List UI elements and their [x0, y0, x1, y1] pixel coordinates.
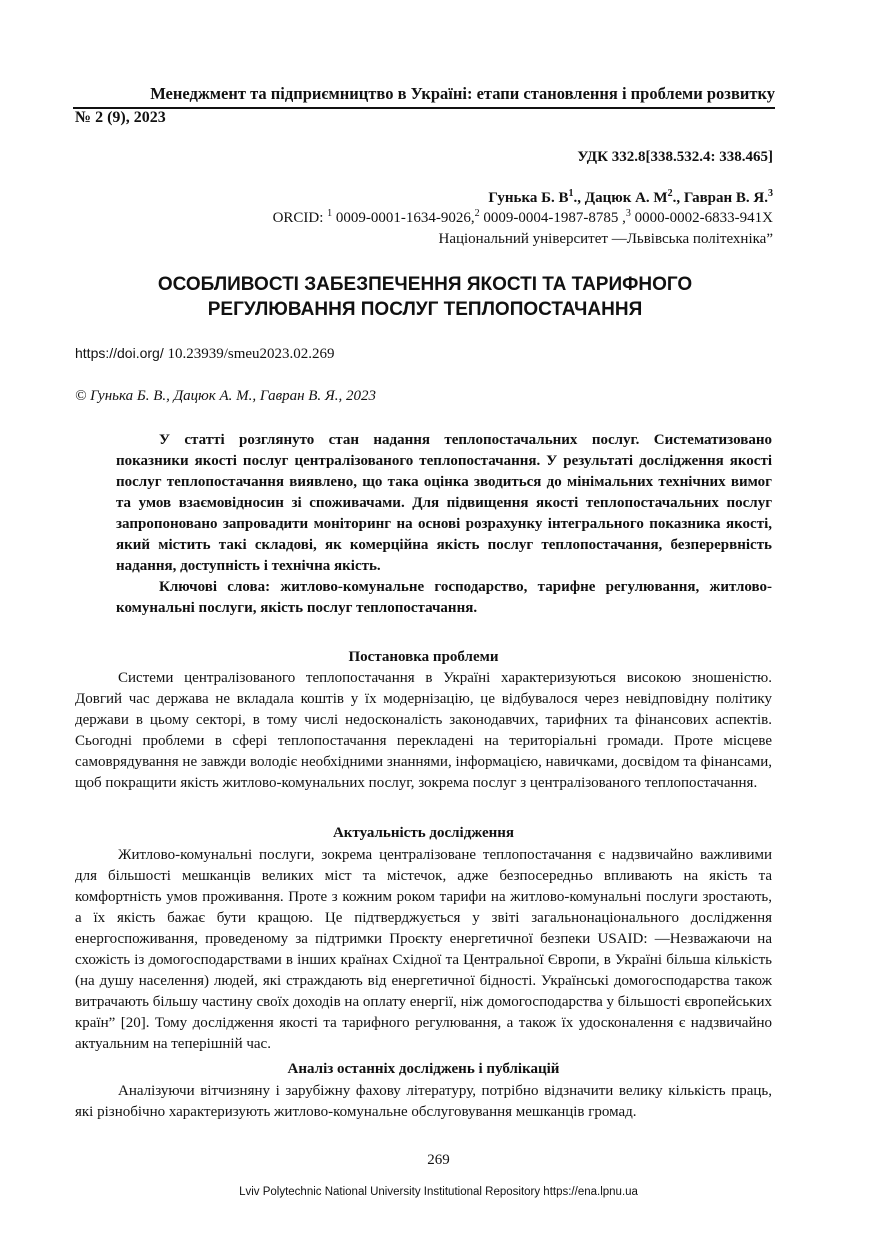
section-heading: Актуальність дослідження — [332, 825, 515, 841]
abstract-text: У статті розглянуто стан надання теплопостачальних послуг. Систематизовано показники якості послуг централізованого теплопостачання. У результаті дослідження якості послуг теплопостачання виявлено, що така оцінка зводиться до мінімальних технічних вимог та умов взаємовідносин зі споживачами. Для підвищення якості теплопостачальних послуг запропоновано запровадити моніторинг на основі розрахунку інтегрального показника якості, який містить такі складові, як комерційна якість послуг теплопостачання, безперервність надання, доступність і технічна якість. — [116, 432, 772, 574]
journal-title: Менеджмент та підприємництво в Україні: етапи становлення і проблеми розвитку — [73, 84, 775, 109]
udc-code: УДК 332.8[338.532.4: 338.465] — [577, 149, 773, 165]
author-2-mark: 2 — [667, 188, 673, 199]
page-number: 269 — [427, 1152, 450, 1168]
orcid-1: 0009-0001-1634-9026, — [332, 210, 475, 226]
article-title: ОСОБЛИВОСТІ ЗАБЕЗПЕЧЕННЯ ЯКОСТІ ТА ТАРИФНОГО РЕГУЛЮВАННЯ ПОСЛУГ ТЕПЛОПОСТАЧАННЯ — [157, 274, 693, 320]
author-2: ., Дацюк А. М — [573, 190, 668, 206]
repository-footer: Lviv Polytechnic National University Institutional Repository https://ena.lpnu.ua — [239, 1186, 638, 1198]
copyright: © Гунька Б. В., Дацюк А. М., Гавран В. Я., 2023 — [75, 388, 377, 404]
section-paragraph: Аналізуючи вітчизняну і зарубіжну фахову літературу, потрібно відзначити велику кількість праць, які різнобічно характеризують житлово-комунальне обслуговування мешканців громад. — [75, 1083, 772, 1120]
doi-link[interactable]: https://doi.org/ — [75, 345, 164, 361]
authors-line — [488, 190, 773, 207]
doi-value: 10.23939/smeu2023.02.269 — [163, 346, 335, 362]
orcid-2: 0009-0004-1987-8785 , — [479, 210, 626, 226]
keywords: Ключові слова: житлово-комунальне господарство, тарифне регулювання, житлово-комунальні послуги, якість послуг теплопостачання. — [116, 579, 772, 616]
author-3-mark: 3 — [768, 188, 773, 199]
orcid-2-mark: 2 — [474, 208, 480, 219]
section-body — [75, 668, 772, 794]
abstract-block — [116, 430, 772, 619]
affiliation: Національний університет ―Львівська політехніка” — [438, 231, 773, 247]
orcid-1-mark: 1 — [327, 208, 333, 219]
author-3: ., Гавран В. Я. — [672, 190, 768, 206]
orcid-3-mark: 3 — [625, 208, 631, 219]
section-body — [75, 1081, 772, 1123]
section-heading: Аналіз останніх досліджень і публікацій — [287, 1061, 560, 1077]
orcid-label: ORCID: — [272, 210, 328, 226]
section-paragraph: Системи централізованого теплопостачання в Україні характеризуються високою зношеністю. Довгий час держава не вкладала коштів у їх модернізацію, це відбувалося через невідповідну політику держави в цьому секторі, в тому числі недосконалість законодавчих, тарифних та фінансових аспектів. Сьогодні проблеми в сфері теплопостачання перекладені на територіальні громади. Проте місцеве самоврядування не завжди володіє необхідними знаннями, інформацією, навичками, досвідом та фінансами, щоб покращити якість житлово-комунальних послуг, зокрема послуг з централізованого теплопостачання. — [75, 670, 772, 791]
orcid-3: 0000-0002-6833-941X — [630, 210, 773, 226]
author-1-mark: 1 — [568, 188, 574, 199]
doi-line — [75, 345, 335, 363]
section-body — [75, 845, 772, 1055]
orcid-line — [273, 210, 773, 227]
section-paragraph: Житлово-комунальні послуги, зокрема централізоване теплопостачання є надзвичайно важливими для більшості мешканців великих міст та містечок, адже безпосередньо впливають на якість та комфортність умов проживання. Проте з кожним роком тарифи на житлово-комунальні послуги зростають, а їх якість бажає бути кращою. Це підтверджується у звіті загальнонаціонального дослідження енергоспоживання, проведеному за підтримки Проєкту енергетичної безпеки USAID: ―Незважаючи на схожість із домогосподарствами в інших країнах Східної та Центральної Європи, в Україні більша кількість (на душу населення) людей, які страждають від енергетичної бідності. Українські домогосподарства також витрачають більшу частину своїх доходів на оплату енергії, ніж домогосподарства у більшості європейських країн” [20]. Тому дослідження якості та тарифного регулювання, а також їх удосконалення є надзвичайно актуальним на теперішній час. — [75, 847, 772, 1052]
journal-issue: № 2 (9), 2023 — [75, 109, 166, 126]
author-1: Гунька Б. В — [488, 190, 569, 206]
section-heading: Постановка проблеми — [348, 649, 499, 665]
